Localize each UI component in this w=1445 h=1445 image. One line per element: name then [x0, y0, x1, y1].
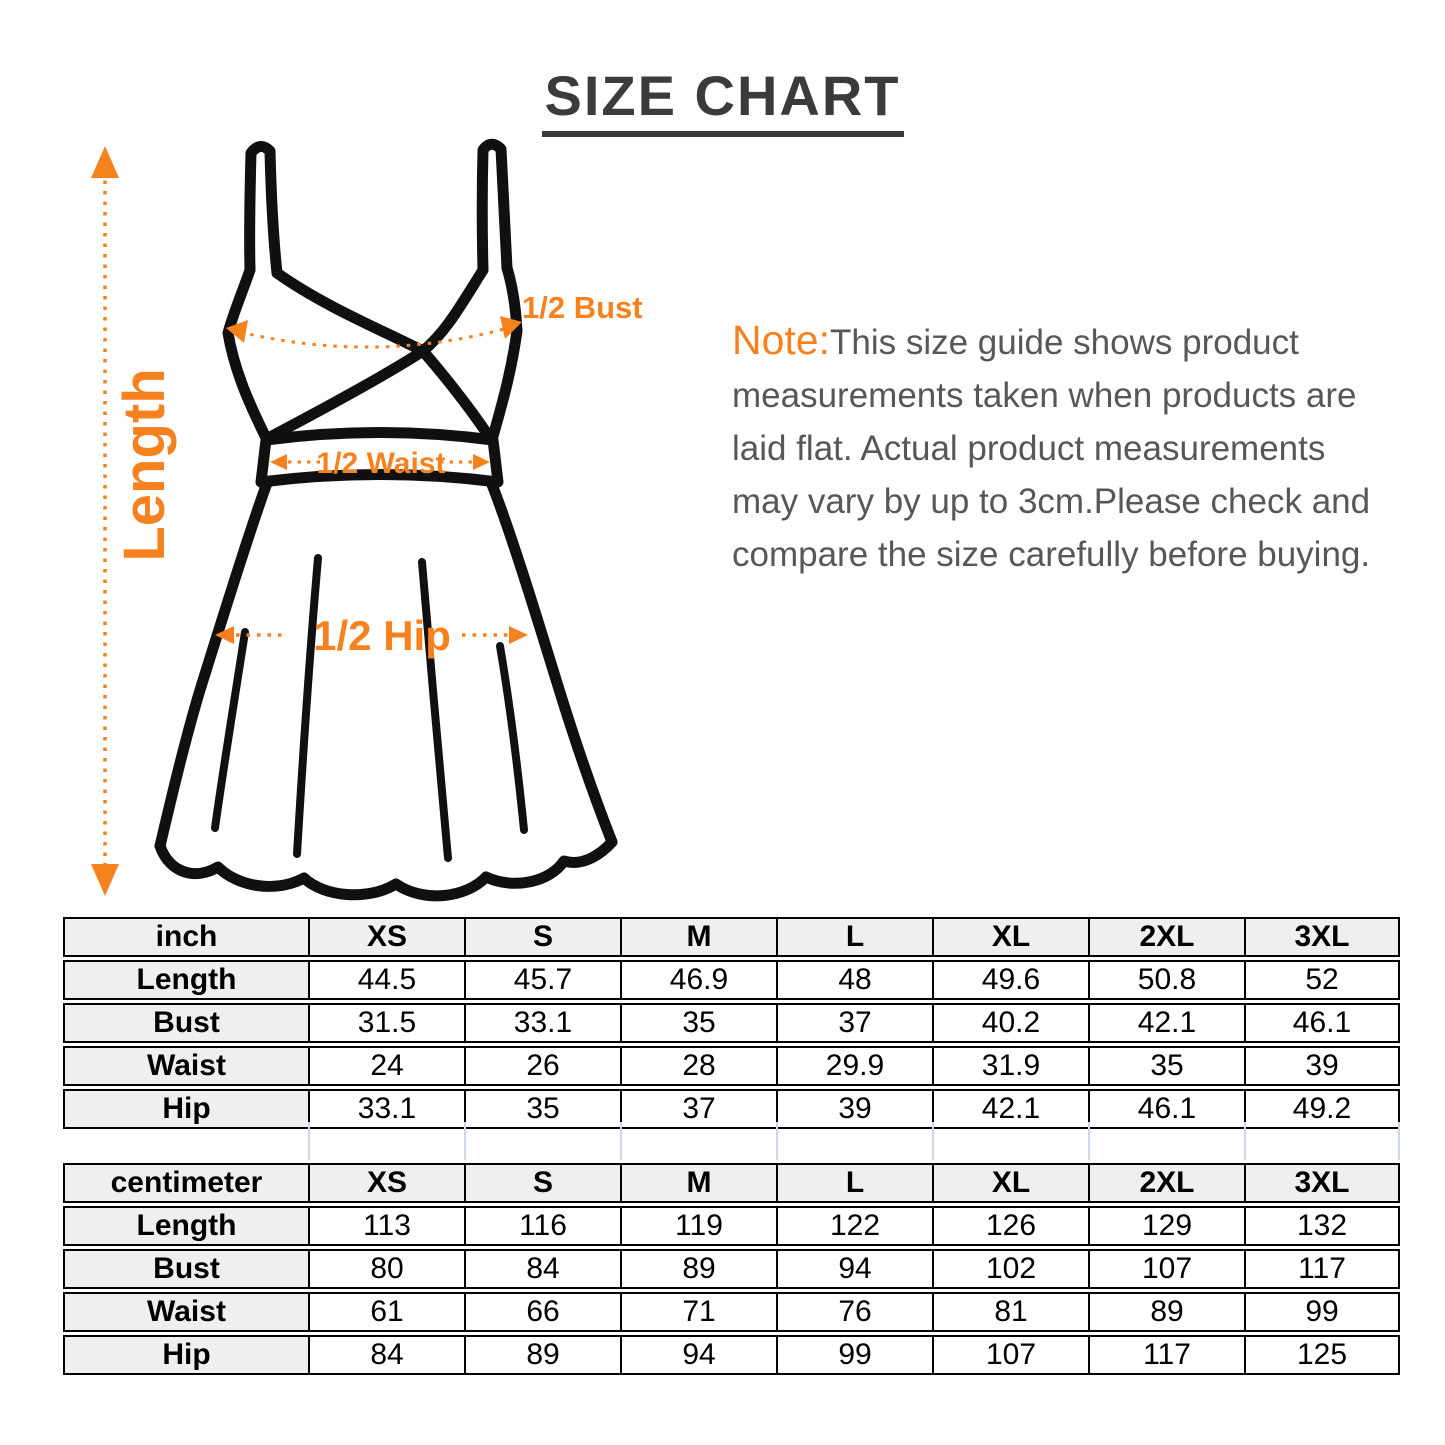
table-row	[63, 1046, 1400, 1086]
measurement-row-label: Bust	[63, 1003, 308, 1043]
measurement-value-cell: 71	[620, 1292, 776, 1332]
measurement-value-cell: 94	[776, 1249, 932, 1289]
measurement-value-cell: 35	[620, 1003, 776, 1043]
measurement-value-cell: 94	[620, 1335, 776, 1375]
table-row	[63, 960, 1400, 1000]
measurement-value-cell: 119	[620, 1206, 776, 1246]
gap-gridline	[1244, 1122, 1400, 1160]
measurement-value-cell: 99	[1244, 1292, 1400, 1332]
unit-header: centimeter	[63, 1163, 308, 1203]
right-side-seam	[492, 268, 517, 440]
note-label: Note:	[732, 317, 830, 363]
measurement-value-cell: 84	[308, 1335, 464, 1375]
measurement-value-cell: 89	[464, 1335, 620, 1375]
measurement-value-cell: 122	[776, 1206, 932, 1246]
table-row	[63, 1003, 1400, 1043]
measurement-value-cell: 107	[932, 1335, 1088, 1375]
measurement-value-cell: 89	[1088, 1292, 1244, 1332]
measurement-value-cell: 66	[464, 1292, 620, 1332]
measurement-value-cell: 40.2	[932, 1003, 1088, 1043]
measurement-row-label: Hip	[63, 1089, 308, 1129]
measurement-value-cell: 125	[1244, 1335, 1400, 1375]
size-column-header: XL	[932, 917, 1088, 957]
table-gap-gridlines	[63, 1122, 1400, 1160]
size-column-header: M	[620, 917, 776, 957]
left-side-seam	[228, 270, 267, 440]
table-row	[63, 1292, 1400, 1332]
measurement-value-cell: 31.9	[932, 1046, 1088, 1086]
header-row	[63, 917, 1400, 957]
left-strap	[250, 146, 277, 273]
measurement-value-cell: 48	[776, 960, 932, 1000]
measurement-value-cell: 107	[1088, 1249, 1244, 1289]
measurement-value-cell: 35	[1088, 1046, 1244, 1086]
hip-arrowhead-right	[509, 626, 528, 644]
unit-header: inch	[63, 917, 308, 957]
length-label: Length	[112, 368, 177, 562]
gap-lead	[63, 1122, 308, 1160]
measurement-value-cell: 39	[776, 1089, 932, 1129]
hip-label: 1/2 Hip	[313, 612, 451, 659]
measurement-value-cell: 28	[620, 1046, 776, 1086]
measurement-value-cell: 49.2	[1244, 1089, 1400, 1129]
measurement-value-cell: 126	[932, 1206, 1088, 1246]
measurement-value-cell: 33.1	[464, 1003, 620, 1043]
measurement-value-cell: 46.1	[1244, 1003, 1400, 1043]
measurement-value-cell: 42.1	[1088, 1003, 1244, 1043]
measurement-row-label: Length	[63, 960, 308, 1000]
size-column-header: 2XL	[1088, 917, 1244, 957]
size-column-header: 3XL	[1244, 917, 1400, 957]
gap-gridline	[620, 1122, 776, 1160]
bust-label: 1/2 Bust	[522, 290, 643, 325]
measurement-value-cell: 37	[620, 1089, 776, 1129]
skirt-pleats	[215, 558, 524, 858]
gap-gridline	[932, 1122, 1088, 1160]
measurement-value-cell: 39	[1244, 1046, 1400, 1086]
measurement-row-label: Waist	[63, 1046, 308, 1086]
skirt-right-edge	[491, 482, 612, 842]
note-body: This size guide shows product measurements taken when products are laid flat. Actual product measurements may vary by up to 3cm.Please check and compare the size carefully before buying.	[732, 323, 1371, 574]
measurement-value-cell: 116	[464, 1206, 620, 1246]
pleat-line	[297, 558, 318, 854]
measurement-value-cell: 44.5	[308, 960, 464, 1000]
measurement-value-cell: 132	[1244, 1206, 1400, 1246]
pleat-line	[500, 646, 524, 830]
measurement-value-cell: 61	[308, 1292, 464, 1332]
measurement-value-cell: 102	[932, 1249, 1088, 1289]
size-column-header: S	[464, 1163, 620, 1203]
measurement-row-label: Bust	[63, 1249, 308, 1289]
length-arrowhead-up	[91, 146, 119, 178]
measurement-value-cell: 129	[1088, 1206, 1244, 1246]
right-strap	[482, 144, 507, 270]
measurement-value-cell: 29.9	[776, 1046, 932, 1086]
header-row	[63, 1163, 1400, 1203]
measurement-value-cell: 46.9	[620, 960, 776, 1000]
size-column-header: L	[776, 1163, 932, 1203]
pleat-line	[422, 562, 448, 858]
inch-size-table	[63, 914, 1400, 1132]
note-paragraph	[732, 316, 1392, 581]
measurement-value-cell: 49.6	[932, 960, 1088, 1000]
measurement-value-cell: 33.1	[308, 1089, 464, 1129]
table-row	[63, 1249, 1400, 1289]
size-column-header: XS	[308, 917, 464, 957]
measurement-value-cell: 26	[464, 1046, 620, 1086]
measurement-row-label: Waist	[63, 1292, 308, 1332]
pleat-line	[215, 632, 245, 828]
measurement-value-cell: 81	[932, 1292, 1088, 1332]
length-arrowhead-down	[91, 864, 119, 896]
size-column-header: M	[620, 1163, 776, 1203]
size-column-header: 2XL	[1088, 1163, 1244, 1203]
dress-outline	[160, 144, 612, 896]
waist-label: 1/2 Waist	[316, 447, 446, 480]
measurement-value-cell: 45.7	[464, 960, 620, 1000]
gap-gridline	[308, 1122, 464, 1160]
size-column-header: XS	[308, 1163, 464, 1203]
measurement-value-cell: 35	[464, 1089, 620, 1129]
measurement-value-cell: 37	[776, 1003, 932, 1043]
measurement-value-cell: 117	[1244, 1249, 1400, 1289]
skirt-hem	[160, 842, 612, 896]
measurement-value-cell: 99	[776, 1335, 932, 1375]
measurement-value-cell: 84	[464, 1249, 620, 1289]
measurement-value-cell: 42.1	[932, 1089, 1088, 1129]
measurement-value-cell: 117	[1088, 1335, 1244, 1375]
measurement-value-cell: 31.5	[308, 1003, 464, 1043]
size-column-header: XL	[932, 1163, 1088, 1203]
gap-gridline	[776, 1122, 932, 1160]
table-row	[63, 1335, 1400, 1375]
gap-gridline	[1088, 1122, 1244, 1160]
measurement-value-cell: 46.1	[1088, 1089, 1244, 1129]
measurement-value-cell: 24	[308, 1046, 464, 1086]
measurement-value-cell: 76	[776, 1292, 932, 1332]
title-wrap	[0, 64, 1445, 137]
size-column-header: 3XL	[1244, 1163, 1400, 1203]
measurement-value-cell: 89	[620, 1249, 776, 1289]
measurement-value-cell: 113	[308, 1206, 464, 1246]
dress-measurement-diagram	[60, 130, 740, 920]
measurement-value-cell: 50.8	[1088, 960, 1244, 1000]
size-column-header: S	[464, 917, 620, 957]
gap-gridline	[464, 1122, 620, 1160]
table-row	[63, 1206, 1400, 1246]
size-column-header: L	[776, 917, 932, 957]
measurement-row-label: Length	[63, 1206, 308, 1246]
measurement-value-cell: 52	[1244, 960, 1400, 1000]
measurement-value-cell: 80	[308, 1249, 464, 1289]
page-title: SIZE CHART	[542, 68, 904, 137]
measurement-row-label: Hip	[63, 1335, 308, 1375]
centimeter-size-table	[63, 1160, 1400, 1378]
